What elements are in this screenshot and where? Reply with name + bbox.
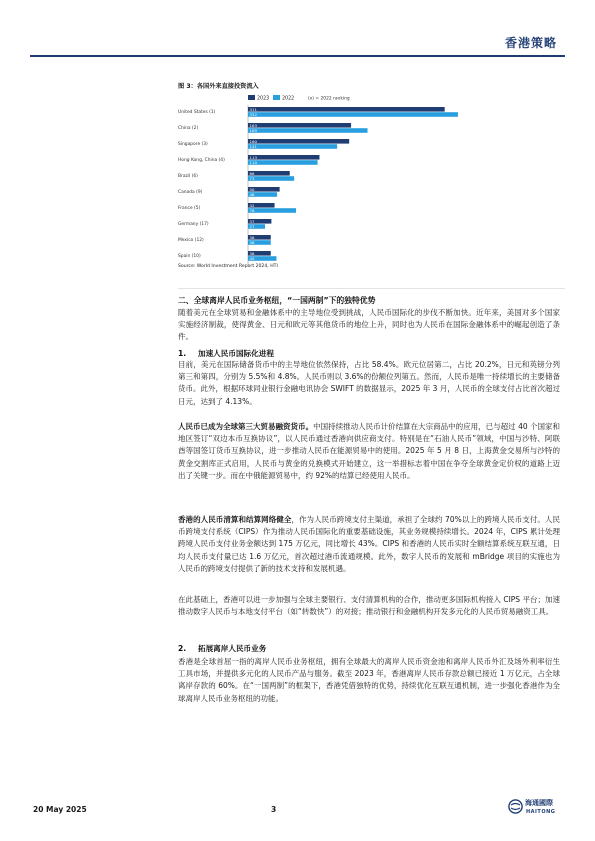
- intro-paragraph: 随着美元在全球贸易和金融体系中的主导地位受到挑战，人民币国际化的步伐不断加快。近年来，美国对多个国家实施经济制裁，使得黄金、日元和欧元等其他货币的地位上升，同时也为人民币在国际金融体系中的崛起创造了条件。: [178, 308, 560, 342]
- bar-2023: [248, 123, 351, 128]
- data-label-2022: 46: [249, 192, 255, 197]
- paragraph-reserve-currency: 目前，美元在国际储备货币中的主导地位依然保持，占比 58.4%。欧元位居第二，占比 20.2%，日元和英镑分列第三和第四，分别为 5.5%和 4.8%。人民币则以 3.6%的份额位列第五。然而，人民币是唯一持续增长的主要储备货币。此外，根据环球同业银行金融电讯协会 SWIFT 的数据显示，2025 年 3 月，人民币的全球支付占比首次超过日元，达到了 4.13%。: [178, 360, 560, 406]
- legend-swatch-2022: [273, 95, 280, 100]
- bar-2022: [248, 208, 296, 213]
- bar-2022: [248, 128, 368, 133]
- haitong-logo: [508, 797, 566, 821]
- category-label: Canada (9): [178, 190, 203, 196]
- chart-note: (x) = 2022 ranking: [308, 96, 350, 102]
- data-label-2023: 37: [249, 218, 255, 224]
- category-label: United States (1): [178, 110, 216, 116]
- figure-source: Source: World Investment Report 2024, HTI: [178, 264, 278, 269]
- bar-2022: [248, 144, 337, 149]
- page-number: 3: [271, 805, 277, 814]
- paragraph-offshore-business: 香港是全球首屈一指的离岸人民币业务枢纽，拥有全球最大的离岸人民币资金池和离岸人民币外汇及场外利率衍生工具市场，并提供多元化的人民币产品与服务。截至 2023 年，香港离岸人民币存款总额已接近 1 万亿元，占全球离岸存款的 60%。在“一国两制”的框架下，香港凭借独特的优势，持续优化互联互通机制，进一步强化香港作为全球离岸人民币业务枢纽的功能。: [178, 657, 560, 703]
- bar-2023: [248, 107, 445, 112]
- data-label-2022: 45: [249, 256, 255, 261]
- category-label: Spain (10): [178, 254, 201, 260]
- data-label-2023: 36: [249, 234, 255, 240]
- header-rule: [30, 55, 565, 57]
- data-label-2023: 36: [249, 250, 255, 256]
- data-label-2023: 311: [249, 106, 257, 112]
- data-label-2022: 27: [249, 224, 255, 229]
- category-label: China (2): [178, 126, 199, 132]
- fdi-bar-chart: [178, 93, 478, 271]
- subheading-2-number: 2.: [178, 644, 187, 653]
- paragraph-next-steps: 在此基础上，香港可以进一步加强与全球主要银行、支付清算机构的合作，推动更多国际机构接入 CIPS 平台；加速推动数字人民币与本地支付平台（如“转数快”）的对接；推动银行和金融机构开发多元化的人民币贸易融资工具。: [178, 595, 560, 617]
- logo-text-cn: 海通國際: [525, 799, 553, 807]
- category-label: Mexico (12): [178, 238, 204, 244]
- data-label-2022: 332: [249, 112, 257, 117]
- data-label-2023: 113: [249, 154, 257, 160]
- data-label-2023: 42: [249, 202, 255, 208]
- bar-2023: [248, 139, 349, 144]
- legend-label-2023: 2023: [257, 96, 270, 102]
- subheading-1-title: 加速人民币国际化进程: [198, 349, 274, 358]
- legend-swatch-2023: [248, 95, 255, 100]
- legend-label-2022: 2022: [282, 96, 295, 102]
- subheading-1-number: 1.: [178, 349, 187, 358]
- data-label-2023: 66: [249, 170, 255, 176]
- paragraph-trade-finance-body: 中国持续推动人民币计价结算在大宗商品中的应用，已与超过 40 个国家和地区签订“双边本币互换协议”，以人民币通过香港向供应商支付。特别是在“石油人民币”领域，中国与沙特、阿联酋等国签订货币互换协议，进一步推动人民币在能源贸易中的使用。2025 年 5 月 8 日，上海黄金交易所与沙特的黄金交割库正式启用，人民币与黄金的兑换模式开始建立，这一举措标志着中国在争夺全球黄金定价权的道路上迈出了关键一步。而在中俄能源贸易中，约 92%的结算已经使用人民币。: [178, 422, 561, 480]
- data-label-2022: 36: [249, 240, 255, 245]
- paragraph-clearing-network-body: ，作为人民币跨境支付主渠道，承担了全球约 70%以上的跨境人民币支付。人民币跨境支付系统（CIPS）作为推动人民币国际化的重要基础设施，其业务规模持续增长。2024 年，CIPS 累计处理跨境人民币支付业务金额达到 175 万亿元，同比增长 43%。CIPS 和香港的人民币实时全额结算系统互联互通，日均人民币支付量已达 1.6 万亿元，首次超过港币流通规模。此外，数字人民币的发展和 mBridge 项目的实施也为人民币的跨境支付提供了新的技术支持和发展机遇。: [178, 515, 560, 573]
- footer-date: 20 May 2025: [33, 805, 87, 814]
- category-label: France (5): [178, 206, 201, 212]
- category-label: Singapore (3): [178, 142, 208, 148]
- figure-title: 图 3：各国外来直接投资流入: [178, 83, 259, 90]
- section-heading: 二、全球离岸人民币业务枢纽，“一国两制”下的独特优势: [178, 296, 376, 305]
- data-label-2022: 110: [249, 160, 257, 165]
- report-title: 香港策略: [504, 36, 557, 50]
- paragraph-clearing-network-lead: 香港的人民币清算和结算网络健全: [178, 515, 292, 524]
- data-label-2022: 73: [249, 176, 255, 181]
- data-label-2023: 160: [249, 138, 257, 144]
- bar-2022: [248, 176, 294, 181]
- subheading-1: [178, 348, 274, 359]
- bar-2022: [248, 112, 458, 117]
- data-label-2023: 163: [249, 122, 257, 128]
- data-label-2022: 141: [249, 144, 257, 149]
- paragraph-clearing-network: [178, 514, 560, 575]
- subheading-2-title: 拓展离岸人民币业务: [198, 644, 267, 653]
- section-divider: [178, 288, 565, 289]
- data-label-2022: 76: [249, 208, 255, 213]
- bar-2022: [248, 160, 318, 165]
- category-label: Brazil (6): [178, 174, 198, 180]
- data-label-2022: 189: [249, 128, 257, 133]
- paragraph-trade-finance: [178, 421, 560, 482]
- bar-2023: [248, 155, 319, 160]
- category-label: Germany (17): [178, 222, 209, 228]
- paragraph-trade-finance-lead: 人民币已成为全球第三大贸易融资货币。: [178, 422, 314, 431]
- logo-text-en: HAITONG: [526, 809, 556, 815]
- data-label-2023: 50: [249, 186, 255, 192]
- subheading-2: [178, 643, 266, 654]
- category-label: Hong Kong, China (4): [178, 158, 225, 164]
- haitong-logo-icon: [508, 799, 523, 814]
